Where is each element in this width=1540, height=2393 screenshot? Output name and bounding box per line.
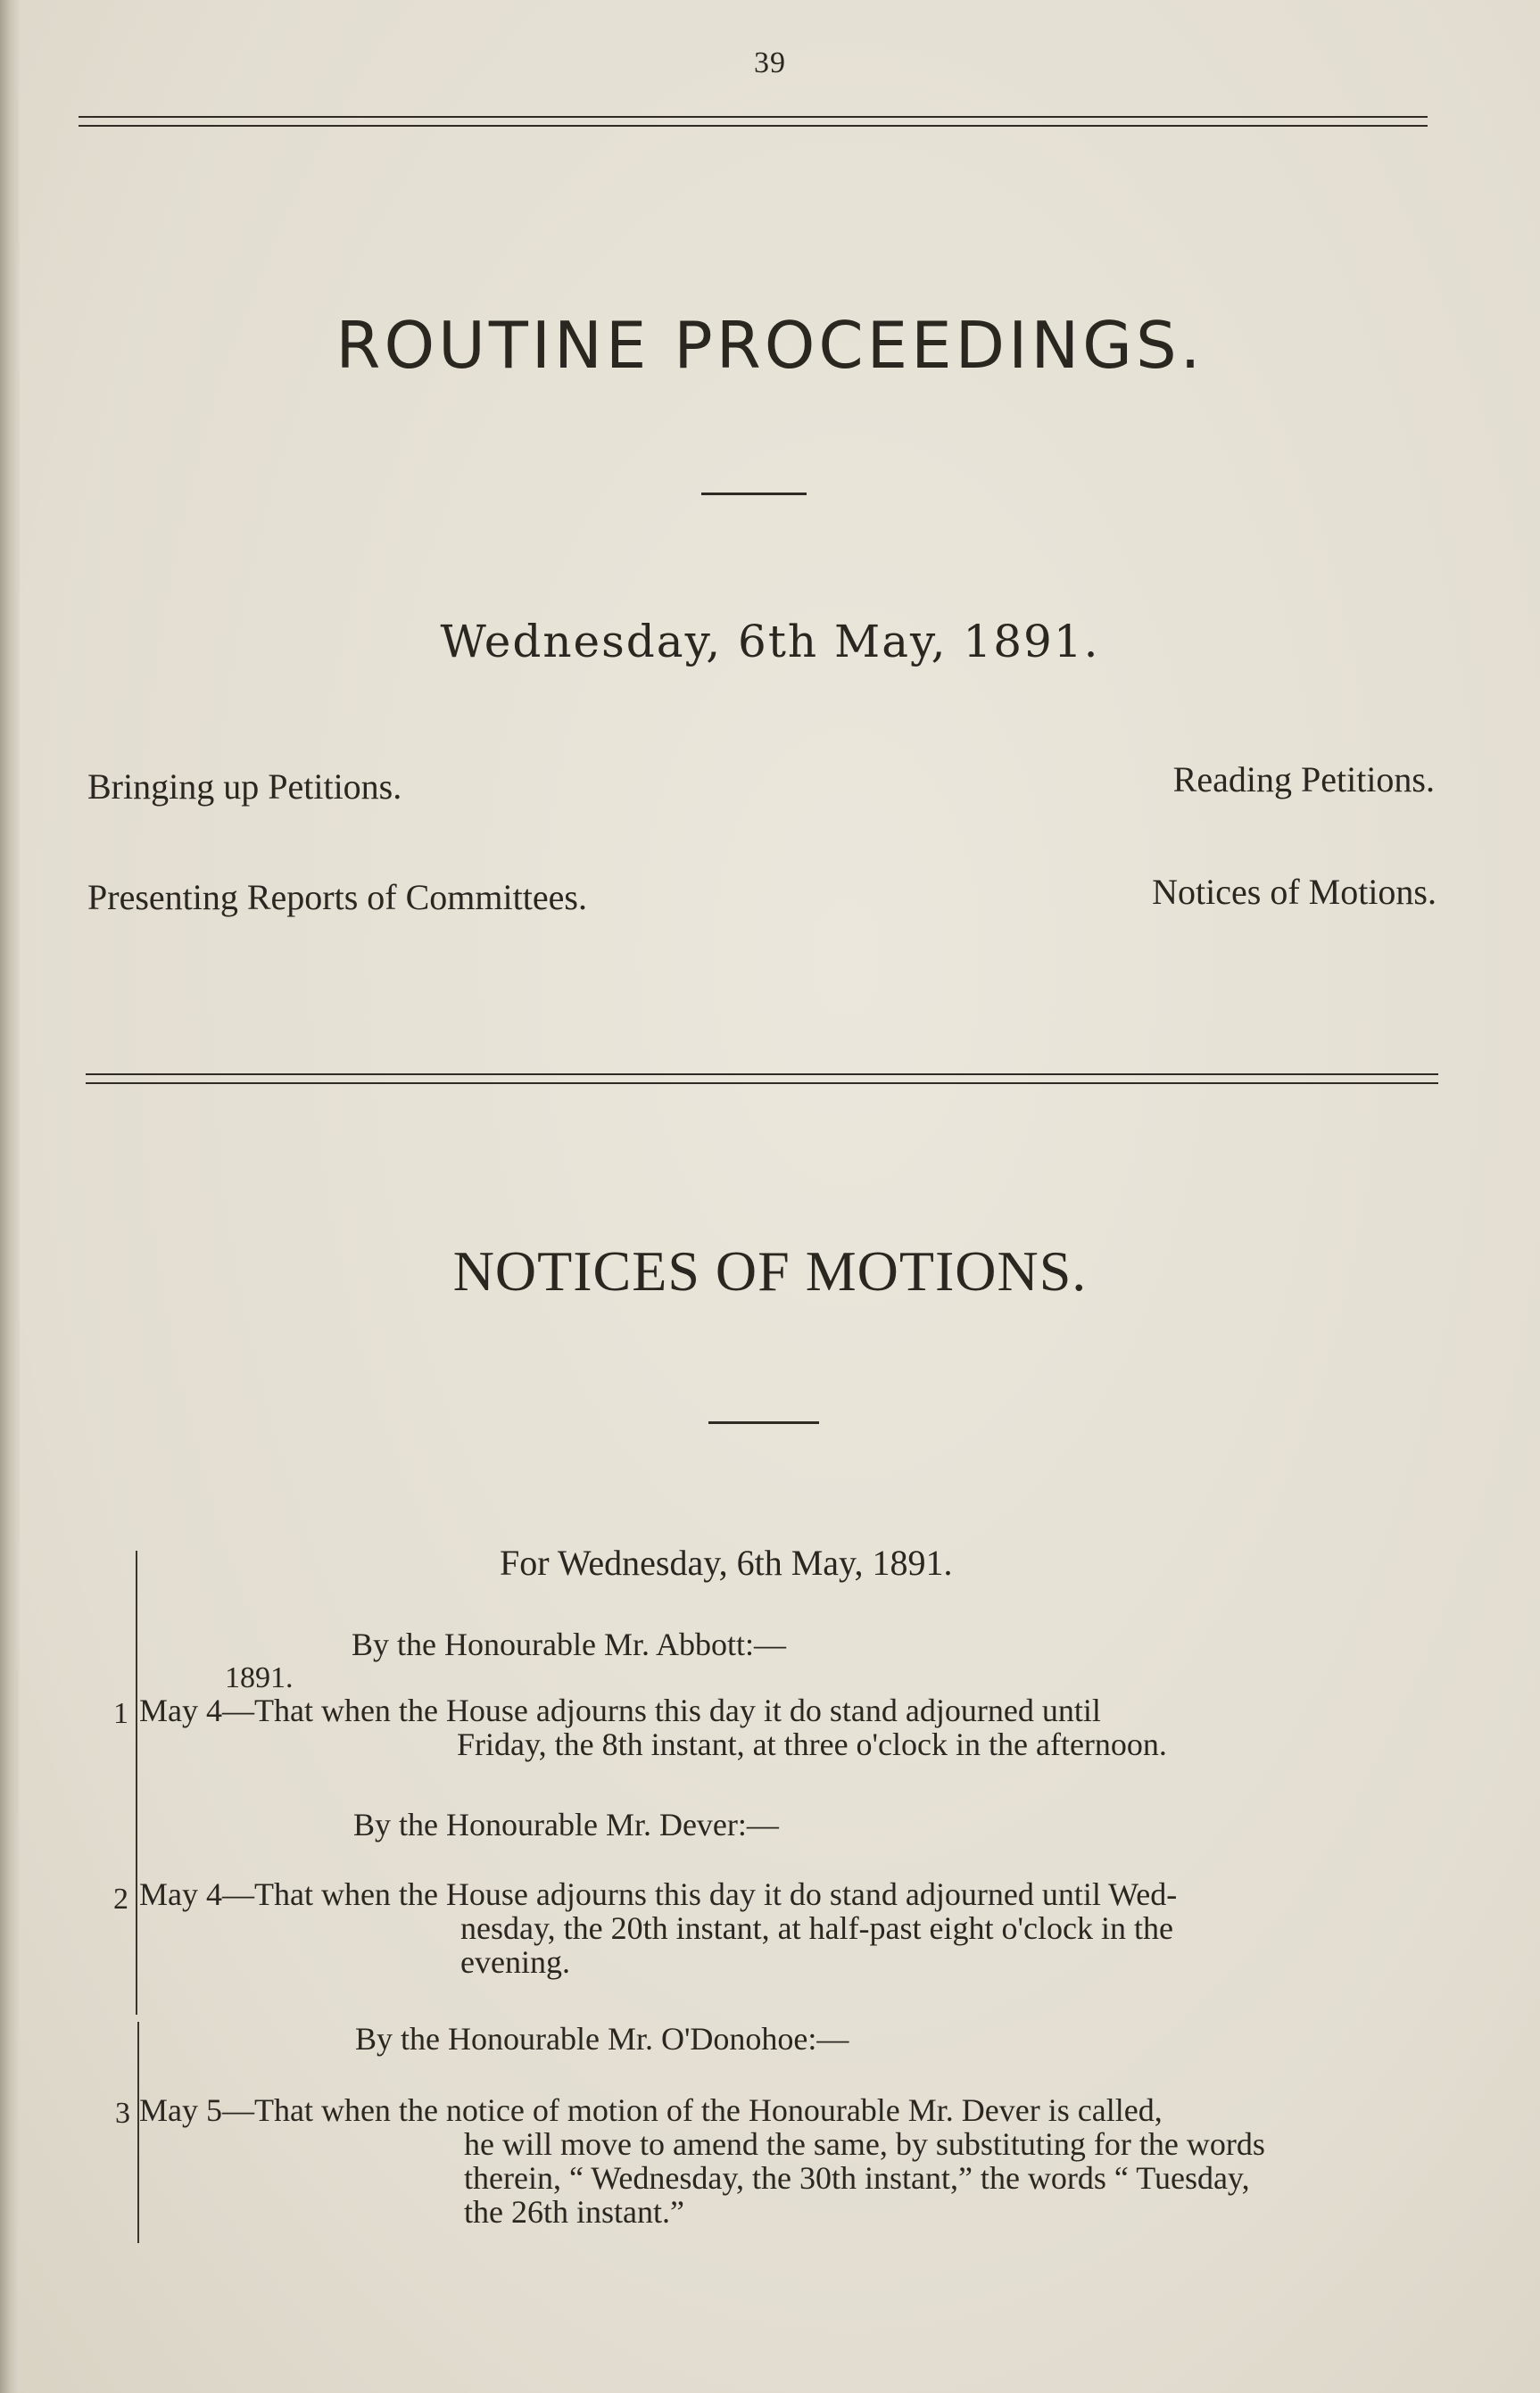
motion-first-line: May 5—That when the notice of motion of the Honourable Mr. Dever is called, bbox=[139, 2092, 1163, 2128]
margin-rule bbox=[136, 1551, 137, 2015]
notices-of-motions-title: NOTICES OF MOTIONS. bbox=[452, 1239, 1088, 1303]
motion-text bbox=[139, 2093, 1449, 2229]
motion-continuation-line: the 26th instant.” bbox=[464, 2194, 684, 2230]
top-double-rule bbox=[79, 116, 1428, 128]
motion-continuation-line: nesday, the 20th instant, at half-past eight o'clock in the bbox=[460, 1910, 1173, 1946]
member-heading: By the Honourable Mr. O'Donohoe:— bbox=[355, 2021, 849, 2057]
member-heading: By the Honourable Mr. Abbott:— bbox=[352, 1627, 786, 1662]
motion-number: 2 bbox=[113, 1883, 128, 1916]
member-heading: By the Honourable Mr. Dever:— bbox=[353, 1807, 779, 1842]
motion-text bbox=[139, 1693, 1431, 1761]
motion-number: 3 bbox=[115, 2097, 130, 2130]
motion-continuation-line: evening. bbox=[460, 1944, 570, 1980]
page-number: 39 bbox=[754, 46, 786, 79]
year-label: 1891. bbox=[225, 1661, 294, 1694]
title-divider bbox=[701, 493, 807, 495]
section-double-rule bbox=[86, 1073, 1438, 1086]
routine-item: Notices of Motions. bbox=[1152, 872, 1437, 912]
motion-continuation-line: Friday, the 8th instant, at three o'clock in the afternoon. bbox=[457, 1726, 1167, 1762]
for-date-heading: For Wednesday, 6th May, 1891. bbox=[500, 1543, 953, 1583]
motion-number: 1 bbox=[113, 1697, 128, 1730]
title-divider bbox=[708, 1421, 819, 1424]
routine-proceedings-title: ROUTINE PROCEEDINGS. bbox=[335, 308, 1205, 383]
routine-item: Bringing up Petitions. bbox=[87, 766, 402, 807]
motion-first-line: May 4—That when the House adjourns this day it do stand adjourned until Wed- bbox=[139, 1876, 1178, 1912]
motion-continuation-line: he will move to amend the same, by substituting for the words bbox=[464, 2126, 1265, 2162]
routine-item: Reading Petitions. bbox=[1172, 759, 1435, 799]
routine-item: Presenting Reports of Committees. bbox=[87, 877, 587, 917]
motion-text bbox=[139, 1877, 1445, 1979]
motion-first-line: May 4—That when the House adjourns this day it do stand adjourned until bbox=[139, 1693, 1101, 1728]
routine-date: Wednesday, 6th May, 1891. bbox=[440, 616, 1100, 667]
motion-continuation-line: therein, “ Wednesday, the 30th instant,” the words “ Tuesday, bbox=[464, 2160, 1250, 2196]
